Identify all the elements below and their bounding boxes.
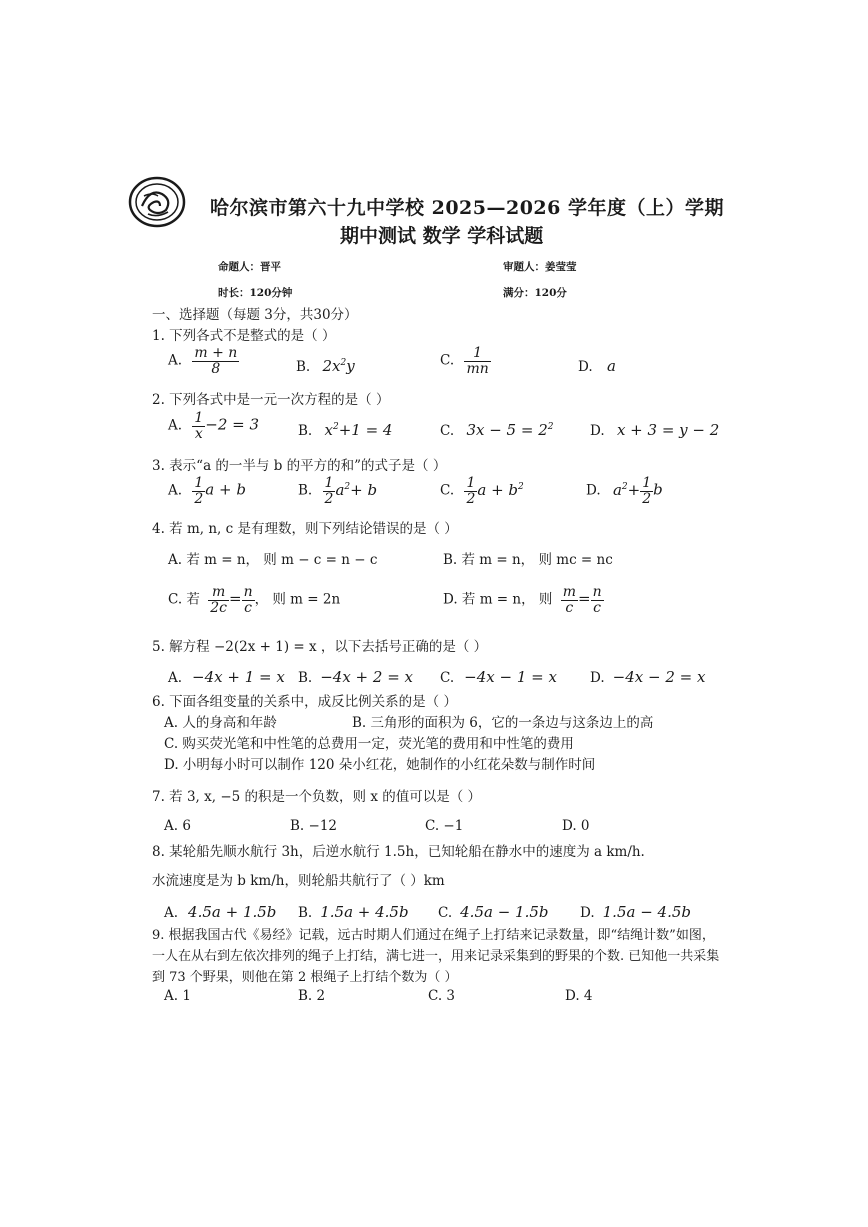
question-4-stem: 4. 若 m, n, c 是有理数，则下列结论错误的是（ ） <box>152 521 458 537</box>
question-2-option-c: C. $3x - 5 = 2^2$ <box>440 421 554 439</box>
exam-title: 哈尔滨市第六十九中学校 2025—2026 学年度（上）学期 <box>210 197 724 219</box>
question-7-option-a: A. 6 <box>164 818 191 834</box>
question-4-option-a: A. 若 m = n， 则 m − c = n − c <box>168 552 378 568</box>
question-9-option-c: C. 3 <box>428 988 456 1004</box>
question-6-option-d: D. 小明每小时可以制作 120 朵小红花，她制作的小红花朵数与制作时间 <box>164 757 596 773</box>
question-5-option-c: C. −4x − 1 = x <box>440 668 557 686</box>
question-2-option-d: D. x + 3 = y − 2 <box>590 421 720 439</box>
question-7-option-c: C. −1 <box>425 818 464 834</box>
question-8-option-a: A. 4.5a + 1.5b <box>164 903 277 921</box>
question-8-stem: 8. 某轮船先顺水航行 3h，后逆水航行 1.5h，已知轮船在静水中的速度为 a km/h. <box>152 844 645 860</box>
question-1-option-b: B. $2x^2y$ <box>296 357 355 375</box>
question-9-stem-line2: 一人在从右到左依次排列的绳子上打结，满七进一，用来记录采集到的野果的个数. 已知他一共采集 <box>152 949 720 964</box>
question-4-option-c: C. 若 $\frac{m}{2c}$ = $\frac{n}{c}$ ， 则 m = 2n <box>168 584 341 616</box>
section-heading: 一、选择题（每题 3分，共30分） <box>152 307 358 323</box>
question-5-stem: 5. 解方程 −2(2x + 1) = x ，以下去括号正确的是（ ） <box>152 639 488 655</box>
reviewer-label: 审题人：姜莹莹 <box>503 261 577 273</box>
question-8-option-c: C. 4.5a − 1.5b <box>438 903 549 921</box>
question-5-option-d: D. −4x − 2 = x <box>590 668 706 686</box>
question-3-option-a: A. $\frac{1}{2}$ a + b <box>168 475 246 507</box>
question-6-stem: 6. 下面各组变量的关系中，成反比例关系的是（ ） <box>152 694 457 710</box>
question-1-option-a: A. $\frac{m + n}{8}$ <box>168 345 238 377</box>
question-6-option-c: C. 购买荧光笔和中性笔的总费用一定，荧光笔的费用和中性笔的费用 <box>164 736 574 752</box>
question-5-option-b: B. −4x + 2 = x <box>298 668 414 686</box>
question-8-stem-line2: 水流速度是为 b km/h，则轮船共航行了（ ）km <box>152 873 445 889</box>
question-8-option-b: B. 1.5a + 4.5b <box>298 903 409 921</box>
question-5-option-a: A. −4x + 1 = x <box>168 668 285 686</box>
question-3-stem: 3. 表示“a 的一半与 b 的平方的和”的式子是（ ） <box>152 458 447 474</box>
question-9-stem-line3: 到 73 个野果，则他在第 2 根绳子上打结个数为（ ） <box>152 970 458 985</box>
question-3-option-b: B. $\frac{1}{2}$ $a^2+ b$ <box>298 475 378 507</box>
question-4-option-b: B. 若 m = n， 则 mc = nc <box>443 552 613 568</box>
question-6-option-a: A. 人的身高和年龄 <box>164 715 277 731</box>
question-4-option-d: D. 若 m = n， 则 $\frac{m}{c}$ = $\frac{n}{c}$ <box>443 584 602 616</box>
school-emblem-icon <box>128 176 186 228</box>
question-2-option-a: A. $\frac{1}{x}$ −2 = 3 <box>168 410 260 442</box>
question-9-option-b: B. 2 <box>298 988 326 1004</box>
question-8-option-d: D. 1.5a − 4.5b <box>580 903 691 921</box>
question-7-option-b: B. −12 <box>290 818 337 834</box>
setter-label: 命题人：晋平 <box>218 261 281 273</box>
question-6-option-b: B. 三角形的面积为 6，它的一条边与这条边上的高 <box>352 715 654 731</box>
question-3-option-d: D. $a^2+$ $\frac{1}{2}$ b <box>586 475 663 507</box>
question-1-option-c: C. $\frac{1}{mn}$ <box>440 345 489 377</box>
question-2-option-b: B. $x^2+1 = 4$ <box>298 421 393 439</box>
question-9-stem: 9. 根据我国古代《易经》记载，远古时期人们通过在绳子上打结来记录数量，即“结绳计数”如图， <box>152 928 715 943</box>
question-9-option-a: A. 1 <box>164 988 191 1004</box>
question-9-option-d: D. 4 <box>565 988 593 1004</box>
question-1-stem: 1. 下列各式不是整式的是（ ） <box>152 328 336 344</box>
question-7-option-d: D. 0 <box>562 818 590 834</box>
question-7-stem: 7. 若 3, x, −5 的积是一个负数，则 x 的值可以是（ ） <box>152 789 482 805</box>
question-1-option-d: D. a <box>578 357 616 375</box>
exam-subtitle: 期中测试 数学 学科试题 <box>340 225 544 247</box>
total-score-label: 满分：120分 <box>503 287 567 299</box>
question-2-stem: 2. 下列各式中是一元一次方程的是（ ） <box>152 392 390 408</box>
duration-label: 时长：120分钟 <box>218 287 293 299</box>
question-3-option-c: C. $\frac{1}{2}$ $a + b^2$ <box>440 475 524 507</box>
